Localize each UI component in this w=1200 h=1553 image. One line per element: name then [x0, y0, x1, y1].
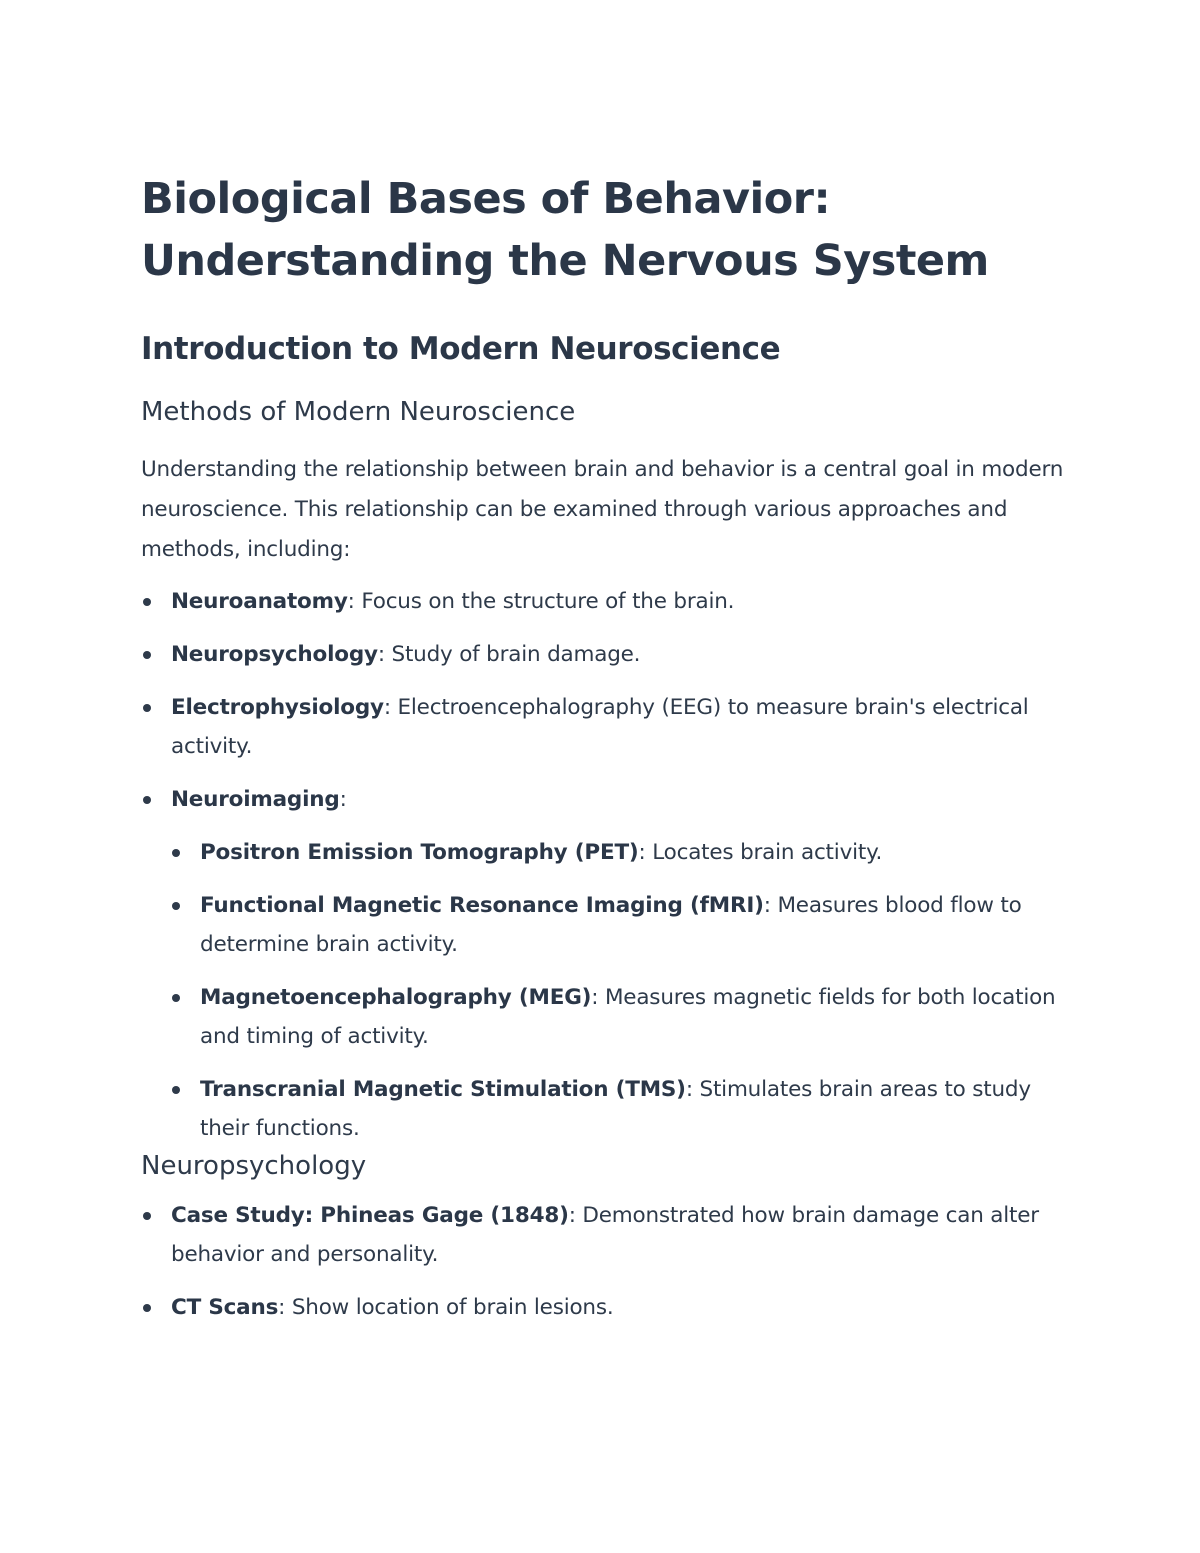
item-term: Neuroanatomy: [171, 589, 348, 614]
item-text: : Focus on the structure of the brain.: [347, 589, 735, 614]
bullet-icon: [143, 796, 151, 804]
item-text: : Show location of brain lesions.: [278, 1295, 614, 1320]
list-item: [141, 780, 1071, 1148]
methods-intro: Understanding the relationship between brain and behavior is a central goal in modern neuroscience. This relationship can be examined through various approaches and methods, including:: [141, 457, 1064, 562]
bullet-icon: [172, 994, 180, 1002]
item-term: Case Study: Phineas Gage (1848): [171, 1203, 569, 1228]
sub-list-item: [171, 978, 1071, 1056]
document-page: [141, 168, 1071, 1341]
item-term: Positron Emission Tomography (PET): [200, 840, 639, 865]
bullet-icon: [143, 704, 151, 712]
item-term: Magnetoencephalography (MEG): [200, 985, 592, 1010]
section-heading: Introduction to Modern Neuroscience: [141, 331, 781, 367]
item-term: CT Scans: [171, 1295, 279, 1320]
list-item: [141, 1288, 1071, 1327]
item-text: : Measures blood flow to determine brain activity.: [200, 893, 1022, 957]
neuropsychology-list: [141, 1196, 1071, 1327]
item-text: : Electroencephalography (EEG) to measure brain's electrical activity.: [171, 695, 1029, 759]
item-term: Electrophysiology: [171, 695, 384, 720]
methods-heading: Methods of Modern Neuroscience: [141, 397, 576, 427]
item-term: Neuroimaging: [171, 787, 340, 812]
bullet-icon: [172, 902, 180, 910]
bullet-icon: [143, 1212, 151, 1220]
sub-list-item: [171, 886, 1071, 964]
sub-list-item: [171, 1070, 1071, 1148]
neuroimaging-list: [171, 833, 1071, 1148]
sub-list-item: [171, 833, 1071, 872]
item-term: Neuropsychology: [171, 642, 378, 667]
neuropsychology-heading: Neuropsychology: [141, 1151, 367, 1181]
item-text: : Stimulates brain areas to study their functions.: [200, 1077, 1031, 1141]
item-text: : Locates brain activity.: [638, 840, 883, 865]
list-item: [141, 582, 1071, 621]
list-item: [141, 688, 1071, 766]
item-text: :: [339, 787, 347, 812]
methods-list: [141, 582, 1071, 1148]
bullet-icon: [143, 651, 151, 659]
bullet-icon: [143, 598, 151, 606]
item-text: : Study of brain damage.: [377, 642, 641, 667]
list-item: [141, 1196, 1071, 1274]
list-item: [141, 635, 1071, 674]
item-text: : Demonstrated how brain damage can alter behavior and personality.: [171, 1203, 1039, 1267]
bullet-icon: [172, 1086, 180, 1094]
item-term: Transcranial Magnetic Stimulation (TMS): [200, 1077, 686, 1102]
bullet-icon: [143, 1304, 151, 1312]
item-term: Functional Magnetic Resonance Imaging (fMRI): [200, 893, 764, 918]
bullet-icon: [172, 849, 180, 857]
item-text: : Measures magnetic fields for both location and timing of activity.: [200, 985, 1056, 1049]
document-title: Biological Bases of Behavior: Understanding the Nervous System: [141, 174, 989, 286]
